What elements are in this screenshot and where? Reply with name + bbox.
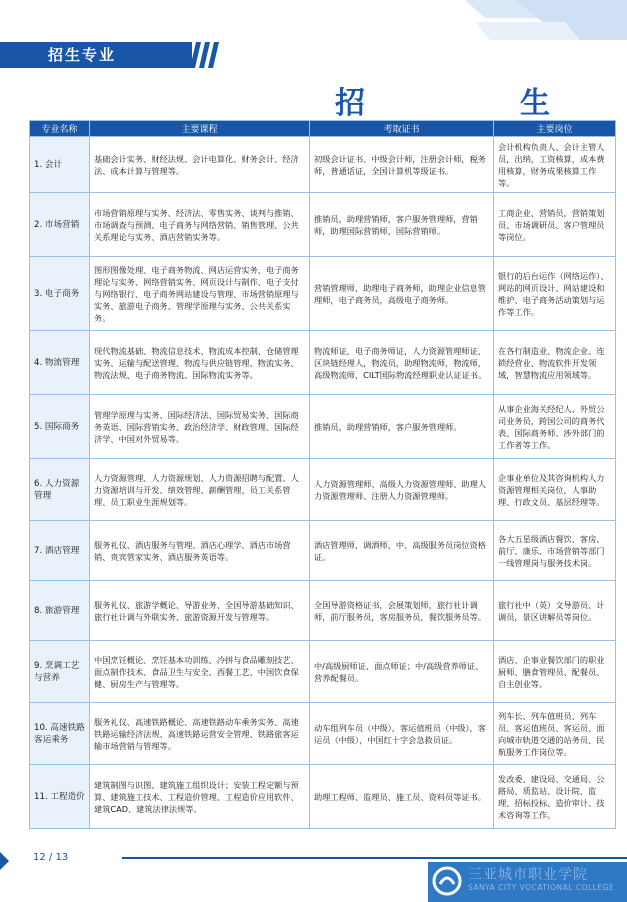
major-name: 1. 会计 <box>30 137 90 193</box>
major-certificates: 人力资源管理师、高级人力资源管理师、助理人力资源管理师、注册人力资源管理师。 <box>310 459 494 521</box>
major-name: 10. 高速铁路客运乘务 <box>30 703 90 765</box>
table-row <box>30 137 616 193</box>
major-jobs: 会计机构负责人、会计主管人员，出纳，工资核算，成本费用核算，财务成果核算工作等。 <box>494 137 616 193</box>
major-courses: 服务礼仪、高速铁路概论、高速铁路动车乘务实务、高速铁路运输经济法规、高速铁路运营安全管理、铁路旅客运输市场营销与管理等。 <box>90 703 310 765</box>
top-decoration-stripes <box>455 0 627 40</box>
major-jobs: 各大五星级酒店餐饮、客房、前厅、康乐、市场营销等部门一线管理岗与服务技术岗。 <box>494 521 616 581</box>
table-row <box>30 703 616 765</box>
major-jobs: 工商企业、营销员，营销策划员、市场调研员、客户管理员等岗位。 <box>494 193 616 257</box>
major-courses: 中国烹饪概论、烹饪基本功训练、冷拼与食品雕刻技艺、面点制作技术、食品卫生与安全、西餐工艺、中国饮食保健、厨房生产与管理等。 <box>90 641 310 703</box>
major-certificates: 中/高级厨师证、面点师证；中/高级营养师证、营养配餐员。 <box>310 641 494 703</box>
major-courses: 基础会计实务、财经法规、会计电算化、财务会计、经济法、成本计算与管理等。 <box>90 137 310 193</box>
table-row <box>30 641 616 703</box>
major-certificates: 推销员，助理营销师，客户服务管理师，营销师，助理国际营销师，国际营销师。 <box>310 193 494 257</box>
big-title-right-char: 生 <box>520 86 550 121</box>
table-row <box>30 521 616 581</box>
major-jobs: 发改委、建设局、交通局、公路局、质监站、设计院、监理、招标投标、造价审计、技术咨询等工作。 <box>494 765 616 829</box>
footer-divider <box>122 857 627 859</box>
header-slashes-icon <box>190 42 224 68</box>
school-english-name: SANYA CITY VOCATIONAL COLLEGE <box>468 883 615 892</box>
major-name: 11. 工程造价 <box>30 765 90 829</box>
major-name: 2. 市场营销 <box>30 193 90 257</box>
table-row <box>30 257 616 331</box>
table-row <box>30 459 616 521</box>
major-name: 5. 国际商务 <box>30 395 90 459</box>
table-row <box>30 581 616 641</box>
table-row <box>30 331 616 395</box>
major-certificates: 营销管理师，助理电子商务师，助理企业信息管理师，电子商务员，高级电子商务师。 <box>310 257 494 331</box>
major-certificates: 初级会计证书、中级会计师，注册会计师，税务师，普通话证，全国计算机等级证书。 <box>310 137 494 193</box>
major-name: 9. 烹调工艺与营养 <box>30 641 90 703</box>
column-header-certificates: 考取证书 <box>310 121 494 137</box>
school-logo-icon <box>432 866 462 896</box>
major-courses: 现代物流基础、物流信息技术、物流成本控制、仓储管理实务、运输与配送管理、物流与供应链管理、物流实务、物流法规、电子商务物流、国际物流实务等。 <box>90 331 310 395</box>
major-certificates: 酒店管理师，调酒师，中、高级服务员岗位资格证。 <box>310 521 494 581</box>
major-courses: 建筑制图与识图、建筑施工组织设计；安装工程定额与预算、建筑施工技术、工程造价管理、工程造价应用软件、建筑CAD、建筑法律法规等。 <box>90 765 310 829</box>
major-certificates: 全国导游资格证书，会展策划师，旅行社计调师，前厅服务员，客房服务员，餐饮服务员等。 <box>310 581 494 641</box>
major-name: 8. 旅游管理 <box>30 581 90 641</box>
table-row <box>30 193 616 257</box>
major-courses: 服务礼仪、旅游学概论、导游业务、全国导游基础知识、旅行社计调与外联实务、旅游资源开发与管理等。 <box>90 581 310 641</box>
major-courses: 管理学原理与实务、国际经济法、国际贸易实务、国际商务英语、国际营销实务、政治经济学、财政管理、国际经济学、中国对外贸易等。 <box>90 395 310 459</box>
majors-table <box>29 120 616 829</box>
major-jobs: 从事企业海关经纪人、外贸公司业务员，跨国公司的商务代表、国际商务师、涉外部门的工作者等工作。 <box>494 395 616 459</box>
major-name: 3. 电子商务 <box>30 257 90 331</box>
section-title: 招生专业 <box>48 46 117 64</box>
major-courses: 图形图像处理、电子商务物流、网店运营实务、电子商务理论与实务、网络营销实务、网页设计与制作、电子支付与网络银行、电子商务网站建设与管理、市场营销原理与实务、旅游电子商务、管理学原理与实务、公共关系实务。 <box>90 257 310 331</box>
major-jobs: 酒店、企事业餐饮部门的职业厨师、膳食管理员、配餐员、自主创业等。 <box>494 641 616 703</box>
column-header-name: 专业名称 <box>30 121 90 137</box>
page-arrow-icon <box>0 852 9 870</box>
column-header-jobs: 主要岗位 <box>494 121 616 137</box>
major-jobs: 企事业单位及其咨询机构人力资源管理相关岗位，人事助理、行政文员、基层经理等。 <box>494 459 616 521</box>
major-name: 7. 酒店管理 <box>30 521 90 581</box>
major-certificates: 动车组列车员（中级），客运值班员（中级），客运员（中级），中国红十字会急救员证。 <box>310 703 494 765</box>
major-jobs: 列车长、列车值班员、列车员、客运值班员、客运员、面向城市轨道交通的站务员、民航服务工作岗位等。 <box>494 703 616 765</box>
major-courses: 服务礼仪、酒店服务与管理、酒店心理学、酒店市场营销、贵宾管家实务、酒店服务英语等。 <box>90 521 310 581</box>
major-jobs: 旅行社中（英）文导游员、计调员，景区讲解员等岗位。 <box>494 581 616 641</box>
table-row <box>30 765 616 829</box>
major-courses: 人力资源管理、人力资源规划、人力资源招聘与配置、人力资源培训与开发、绩效管理、薪酬管理、员工关系管理、员工职业生涯规划等。 <box>90 459 310 521</box>
big-title-left-char: 招 <box>335 86 365 121</box>
table-header-row <box>30 121 616 137</box>
major-name: 4. 物流管理 <box>30 331 90 395</box>
page-number: 12 / 13 <box>33 852 69 863</box>
major-certificates: 推销员，助理营销师，客户服务管理师。 <box>310 395 494 459</box>
major-jobs: 在各行制造业、物流企业、连锁经营业、物流软件开发领域，智慧物流应用领域等。 <box>494 331 616 395</box>
column-header-courses: 主要课程 <box>90 121 310 137</box>
major-name: 6. 人力资源管理 <box>30 459 90 521</box>
school-name: 三亚城市职业学院 <box>468 867 588 883</box>
major-certificates: 助理工程师、监理员、施工员、资料员等证书。 <box>310 765 494 829</box>
table-row <box>30 395 616 459</box>
major-courses: 市场营销原理与实务、经济法、零售实务、谈判与推销、市场调查与预测、电子商务与网络营销、销售管理、公共关系理论与实务、酒店营销实务等。 <box>90 193 310 257</box>
major-certificates: 物流师证，电子商务师证，人力资源管理师证，区块链经理人，物流员，助理物流师，物流师，高级物流师，CILT国际物流经理职业认证证书。 <box>310 331 494 395</box>
major-jobs: 银行的后台运作（网络运作）、网站的网页设计、网站建设和维护、电子商务活动策划与运作等工作。 <box>494 257 616 331</box>
